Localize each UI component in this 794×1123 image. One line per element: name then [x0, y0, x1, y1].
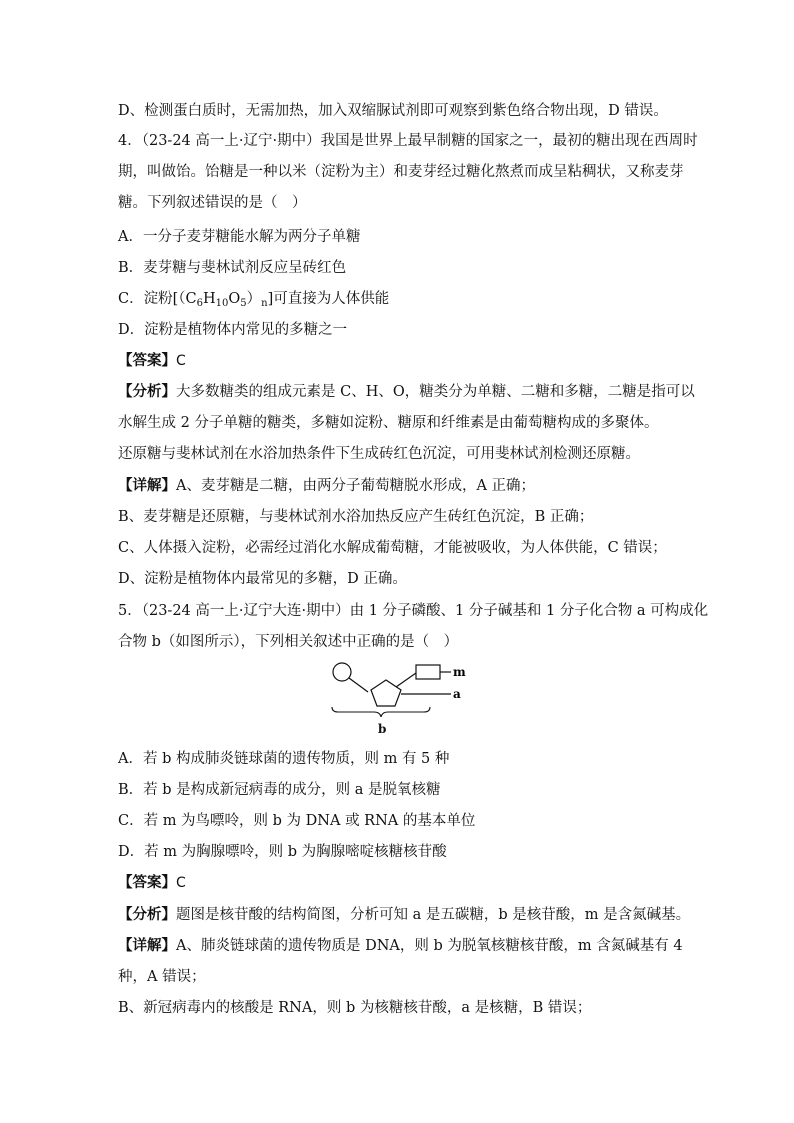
label-m: m	[453, 665, 466, 679]
option-d: D．淀粉是植物体内常见的多糖之一	[118, 322, 348, 338]
option-c: C．若 m 为鸟嘌呤，则 b 为 DNA 或 RNA 的基本单位	[118, 813, 476, 829]
answer-line: 【答案】C	[118, 874, 186, 891]
question-4-stem: 4．（23-24 高一上·辽宁·期中）我国是世界上最早制糖的国家之一，最初的糖出现在西周时	[118, 133, 698, 149]
phosphate-bond	[349, 678, 368, 692]
text-line: 水解生成 2 分子单糖的糖类，多糖如淀粉、糖原和纤维素是由葡萄糖构成的多聚体。	[118, 415, 659, 431]
option-b: B．若 b 是构成新冠病毒的成分，则 a 是脱氧核糖	[118, 782, 441, 798]
text-line: B、新冠病毒内的核酸是 RNA，则 b 为核糖核苷酸，a 是核糖，B 错误；	[118, 1000, 592, 1016]
text-line: C、人体摄入淀粉，必需经过消化水解成葡萄糖，才能被吸收，为人体供能，C 错误；	[118, 540, 667, 556]
text-line: B、麦芽糖是还原糖，与斐林试剂水浴加热反应产生砖红色沉淀，B 正确；	[118, 509, 594, 525]
answer-line: 【答案】C	[118, 352, 186, 369]
text-line: 糖。下列叙述错误的是（ ）	[118, 195, 307, 211]
option-b: B．麦芽糖与斐林试剂反应呈砖红色	[118, 260, 347, 276]
label-b: b	[378, 722, 387, 736]
option-c: C．淀粉$[(C_6H_{10}O_5)_n]$可直接为人体供能	[118, 291, 390, 309]
base-rect	[416, 665, 440, 679]
label-a: a	[453, 687, 461, 701]
text-line: D、检测蛋白质时，无需加热，加入双缩脲试剂即可观察到紫色络合物出现，D 错误。	[118, 103, 668, 119]
question-5-stem: 5．（23-24 高一上·辽宁大连·期中）由 1 分子磷酸、1 分子碱基和 1 分子化合物 a 可构成化	[118, 603, 709, 619]
pentose-pentagon	[371, 680, 401, 706]
brace-b	[332, 707, 430, 717]
base-bond	[396, 673, 416, 687]
text-line: D、淀粉是植物体内最常见的多糖，D 正确。	[118, 571, 407, 587]
phosphate-circle	[333, 663, 351, 681]
text-line: 还原糖与斐林试剂在水浴加热条件下生成砖红色沉淀，可用斐林试剂检测还原糖。	[118, 446, 640, 462]
option-a: A．一分子麦芽糖能水解为两分子单糖	[118, 229, 361, 245]
analysis-line: 【分析】大多数糖类的组成元素是 C、H、O，糖类分为单糖、二糖和多糖，二糖是指可以	[118, 383, 695, 400]
analysis-line: 【分析】题图是核苷酸的结构简图，分析可知 a 是五碳糖，b 是核苷酸，m 是含氮碱基。	[118, 906, 691, 923]
text-line: 种，A 错误；	[118, 969, 206, 985]
text-line: 合物 b（如图所示），下列相关叙述中正确的是（ ）	[118, 634, 459, 650]
nucleotide-diagram	[320, 655, 480, 717]
option-a: A．若 b 构成肺炎链球菌的遗传物质，则 m 有 5 种	[118, 751, 450, 767]
option-d: D．若 m 为胸腺嘌呤，则 b 为胸腺嘧啶核糖核苷酸	[118, 844, 447, 860]
text-line: 期，叫做饴。饴糖是一种以米（淀粉为主）和麦芽经过糖化熬煮而成呈粘稠状，又称麦芽	[118, 164, 684, 180]
detail-line: 【详解】A、麦芽糖是二糖，由两分子葡萄糖脱水形成，A 正确；	[118, 477, 536, 494]
detail-line: 【详解】A、肺炎链球菌的遗传物质是 DNA，则 b 为脱氧核糖核苷酸，m 含氮碱基有 4	[118, 937, 683, 954]
